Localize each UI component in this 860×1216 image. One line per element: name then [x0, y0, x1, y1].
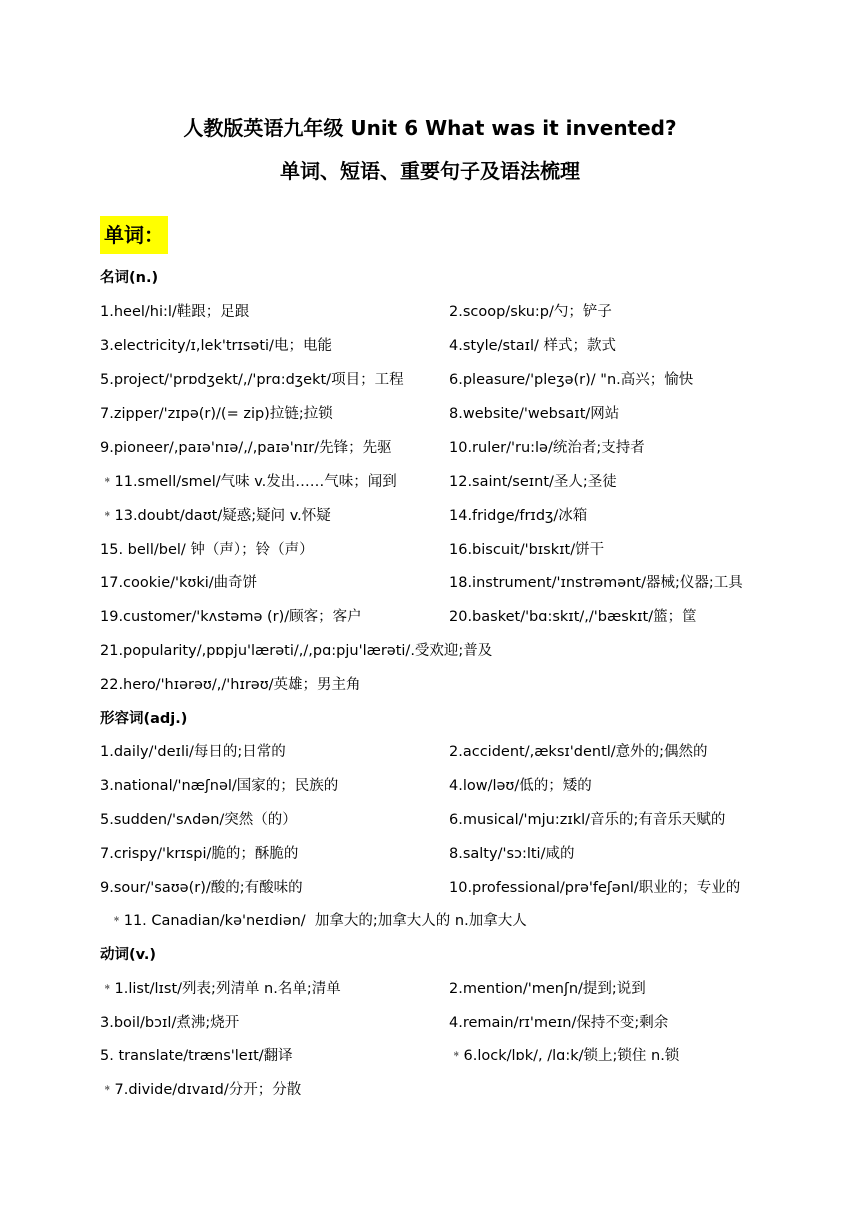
vocab-row	[100, 301, 800, 323]
vocab-entry: 17.cookie/'kʊki/曲奇饼	[100, 575, 258, 591]
vocab-entry: ﹡1.list/lɪst/列表;列清单 n.名单;清单	[100, 981, 341, 997]
vocab-entry: ﹡6.lock/lɒk/, /lɑ:k/锁上;锁住 n.锁	[449, 1048, 680, 1064]
vocab-row	[100, 437, 800, 459]
vocab-entry: ﹡13.doubt/daʊt/疑惑;疑问 v.怀疑	[100, 508, 331, 524]
document-title: 人教版英语九年级 Unit 6 What was it invented?	[183, 116, 677, 140]
vocab-entry: 9.sour/'saʊə(r)/酸的;有酸味的	[100, 880, 303, 896]
category-heading-adjectives: 形容词(adj.)	[100, 711, 188, 727]
vocab-entry: 7.zipper/'zɪpə(r)/(= zip)拉链;拉锁	[100, 406, 333, 422]
vocab-entry: ﹡7.divide/dɪvaɪd/分开；分散	[100, 1082, 302, 1098]
vocab-entry: 7.crispy/'krɪspi/脆的；酥脆的	[100, 846, 299, 862]
vocab-entry: 8.salty/'sɔ:lti/咸的	[449, 846, 575, 862]
vocab-entry: 5.sudden/'sʌdən/突然（的）	[100, 812, 297, 828]
vocab-row	[100, 877, 800, 899]
vocab-row	[100, 335, 800, 357]
category-heading-nouns: 名词(n.)	[100, 270, 159, 286]
vocab-row	[100, 505, 800, 527]
vocab-entry: 22.hero/'hɪərəʊ/,/'hɪrəʊ/英雄；男主角	[100, 677, 361, 693]
vocab-row	[100, 910, 800, 932]
vocab-row	[100, 471, 800, 493]
vocab-entry: 15. bell/bel/ 钟（声）；铃（声）	[100, 542, 314, 558]
vocab-entry: 5.project/'prɒdʒekt/,/'prɑ:dʒekt/项目；工程	[100, 372, 404, 388]
vocab-entry: 12.saint/seɪnt/圣人;圣徒	[449, 474, 617, 490]
category-heading-verbs: 动词(v.)	[100, 947, 157, 963]
vocab-entry: 1.daily/'deɪli/每日的;日常的	[100, 744, 286, 760]
vocab-row	[100, 606, 800, 628]
section-heading-words: 单词：	[100, 216, 168, 254]
vocab-entry: 19.customer/'kʌstəmə (r)/顾客；客户	[100, 609, 362, 625]
vocab-entry: 10.professional/prə'feʃənl/职业的；专业的	[449, 880, 741, 896]
vocab-entry: 2.scoop/sku:p/勺；铲子	[449, 304, 612, 320]
vocab-row	[100, 674, 800, 696]
vocab-entry: 4.remain/rɪ'meɪn/保持不变;剩余	[449, 1015, 669, 1031]
vocab-entry: 3.national/'næʃnəl/国家的；民族的	[100, 778, 339, 794]
vocab-entry: 5. translate/træns'leɪt/翻译	[100, 1048, 293, 1064]
vocab-entry: 20.basket/'bɑ:skɪt/,/'bæskɪt/篮；筐	[449, 609, 697, 625]
vocab-entry: ﹡11. Canadian/kə'neɪdiən/ 加拿大的;加拿大人的 n.加拿大人	[100, 913, 527, 929]
vocab-entry: ﹡11.smell/smel/气味 v.发出……气味；闻到	[100, 474, 397, 490]
vocab-entry: 2.mention/'menʃn/提到;说到	[449, 981, 646, 997]
vocab-row	[100, 369, 800, 391]
document-subtitle: 单词、短语、重要句子及语法梳理	[280, 159, 580, 183]
vocab-entry: 3.electricity/ɪ,lek'trɪsəti/电；电能	[100, 338, 332, 354]
vocab-row	[100, 978, 800, 1000]
vocab-entry: 21.popularity/,pɒpju'lærəti/,/,pɑ:pju'lærəti/.受欢迎;普及	[100, 643, 493, 659]
vocab-entry: 14.fridge/frɪdʒ/冰箱	[449, 508, 588, 524]
vocab-row	[100, 741, 800, 763]
vocab-row	[100, 1045, 800, 1067]
vocab-entry: 8.website/'websaɪt/网站	[449, 406, 620, 422]
vocab-entry: 10.ruler/'ru:lə/统治者;支持者	[449, 440, 645, 456]
vocab-entry: 2.accident/,æksɪ'dentl/意外的;偶然的	[449, 744, 708, 760]
vocab-entry: 4.style/staɪl/ 样式；款式	[449, 338, 617, 354]
vocab-entry: 16.biscuit/'bɪskɪt/饼干	[449, 542, 605, 558]
vocab-entry: 4.low/ləʊ/低的；矮的	[449, 778, 592, 794]
vocab-row	[100, 403, 800, 425]
vocab-entry: 9.pioneer/,paɪə'nɪə/,/,paɪə'nɪr/先锋；先驱	[100, 440, 392, 456]
vocab-row	[100, 572, 800, 594]
vocab-row	[100, 809, 800, 831]
vocab-row	[100, 640, 800, 662]
vocab-row	[100, 843, 800, 865]
vocab-row	[100, 1079, 800, 1101]
vocab-row	[100, 1012, 800, 1034]
vocab-row	[100, 539, 800, 561]
vocab-entry: 18.instrument/'ɪnstrəmənt/器械;仪器;工具	[449, 575, 743, 591]
vocab-entry: 6.musical/'mju:zɪkl/音乐的;有音乐天赋的	[449, 812, 726, 828]
vocab-row	[100, 775, 800, 797]
vocab-entry: 1.heel/hi:l/鞋跟；足跟	[100, 304, 250, 320]
vocab-entry: 6.pleasure/'pleʒə(r)/ "n.高兴；愉快	[449, 372, 694, 388]
vocab-entry: 3.boil/bɔɪl/煮沸;烧开	[100, 1015, 240, 1031]
